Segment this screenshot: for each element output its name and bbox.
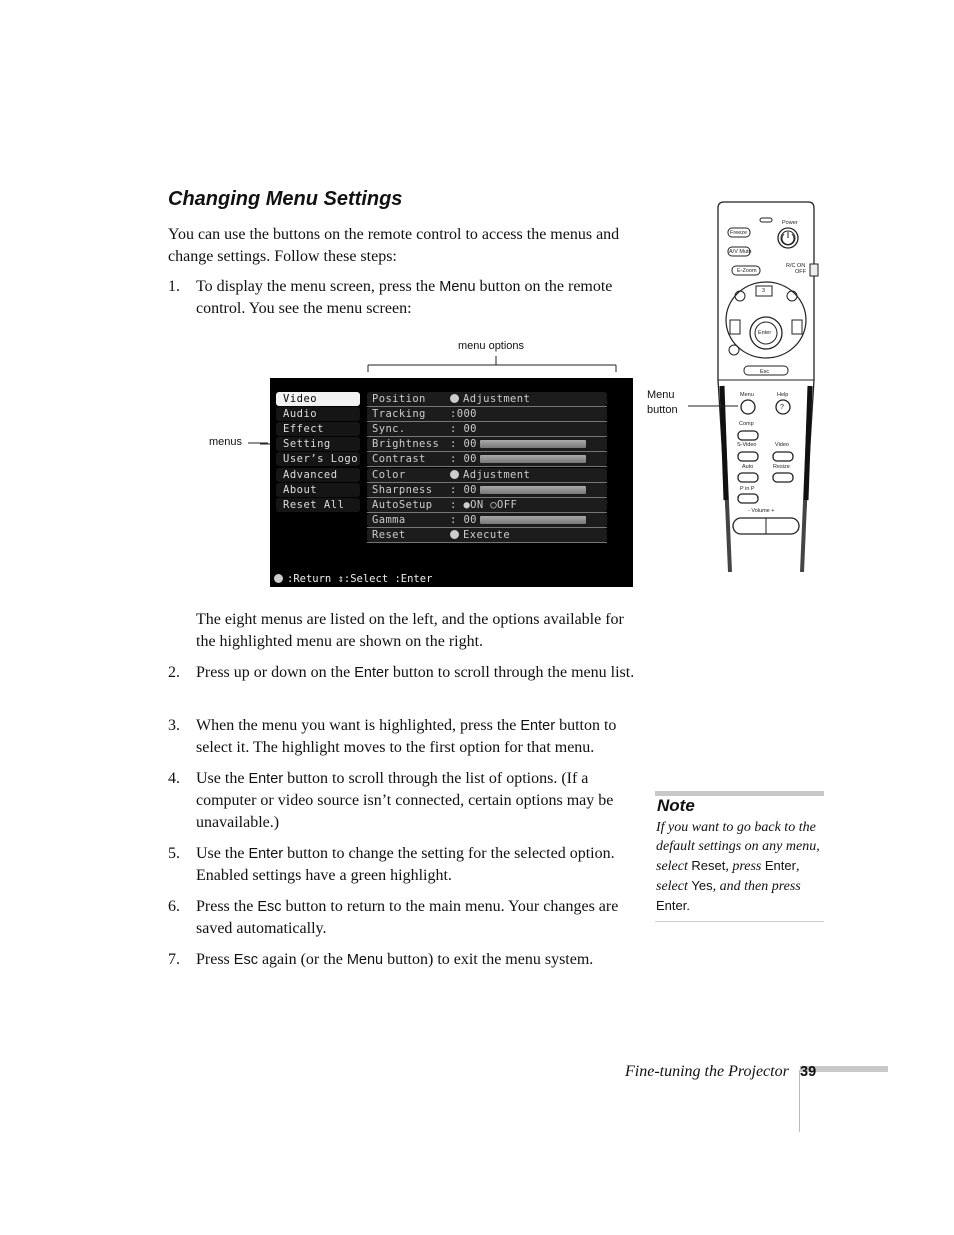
enter-icon xyxy=(450,470,459,479)
step-text: Use the xyxy=(196,770,249,787)
callout-line-2: button xyxy=(647,404,678,416)
note-text-part: , and then press xyxy=(712,879,801,894)
note-text-part: , select xyxy=(656,859,800,894)
step-text: Press up or down on the xyxy=(196,664,355,681)
option-row xyxy=(367,468,607,482)
slider-bar xyxy=(480,455,586,463)
step-text: Press the xyxy=(196,898,258,915)
button-name: Menu xyxy=(346,952,384,968)
step-text: Press xyxy=(196,951,234,968)
note-keyword: Enter xyxy=(656,898,687,913)
volume-label: - Volume + xyxy=(748,508,775,514)
note-text-part: If you want to go back to the default settings on any menu, select xyxy=(656,820,820,874)
option-value xyxy=(450,437,477,451)
step-number: 6. xyxy=(168,898,180,915)
option-label: Brightness xyxy=(372,438,440,451)
step-text: button on the remote control. You see the menu screen: xyxy=(196,278,613,317)
option-row xyxy=(367,483,607,497)
option-value-text: Adjustment xyxy=(463,393,531,405)
help-label: Help xyxy=(777,392,789,398)
step-text: When the menu you want is highlighted, press the xyxy=(196,717,521,734)
option-value xyxy=(450,452,477,466)
video-label: Video xyxy=(775,442,789,448)
button-name: Enter xyxy=(354,665,389,681)
step-text: again (or the xyxy=(257,951,347,968)
button-name: Esc xyxy=(233,952,258,968)
step-number: 7. xyxy=(168,951,180,968)
option-row xyxy=(367,437,607,451)
menu-screen-image xyxy=(270,378,633,587)
auto-label: Auto xyxy=(742,464,754,470)
option-value xyxy=(450,392,530,406)
option-value-text: Execute xyxy=(463,528,511,541)
option-value-text: :000 xyxy=(450,408,477,421)
menu-label: Menu xyxy=(740,392,754,398)
slider-bar xyxy=(480,486,586,494)
option-value-text: : 00 xyxy=(450,513,477,526)
menu-options-callout: menu options xyxy=(458,340,525,352)
e-zoom-label: E-Zoom xyxy=(737,268,757,274)
menu-description: The eight menus are listed on the left, and the options available for the highlighted menu are shown on the right. xyxy=(196,611,624,650)
enter-icon xyxy=(450,530,459,539)
step-text: button) to exit the menu system. xyxy=(383,951,594,968)
s-video-label: S-Video xyxy=(737,442,757,448)
option-value-text: : 00 xyxy=(450,483,477,496)
option-value xyxy=(450,407,477,421)
comp-label: Comp xyxy=(739,421,754,427)
option-row xyxy=(367,452,607,466)
esc-label: Esc xyxy=(760,369,770,375)
step-text: button to change the setting for the selected option. Enabled settings have a green highlight. xyxy=(196,845,615,884)
option-value xyxy=(450,422,477,436)
option-value-text: : 00 xyxy=(450,453,477,466)
status-text: :Return ⇕:Select :Enter xyxy=(287,573,433,585)
p-in-p-label: P in P xyxy=(740,486,755,492)
freeze-label: Freeze xyxy=(730,230,748,236)
option-label: Tracking xyxy=(372,408,426,421)
option-row xyxy=(367,407,607,421)
step-number: 1. xyxy=(168,278,180,295)
option-underline xyxy=(367,542,607,543)
help-question-icon: ? xyxy=(780,404,784,411)
option-value-text: Adjustment xyxy=(463,468,531,481)
option-label: Reset xyxy=(372,528,406,541)
step-text: button to scroll through the list of options. (If a computer or video source isn’t connected, certain options may be unavailable.) xyxy=(196,770,614,831)
menu-item: Audio xyxy=(276,407,360,421)
option-label: Sharpness xyxy=(372,483,433,496)
menu-item: Reset All xyxy=(276,498,360,512)
intro-paragraph: You can use the buttons on the remote control to access the menus and change settings. Follow these steps: xyxy=(168,226,620,265)
option-row xyxy=(367,528,607,542)
option-row xyxy=(367,422,607,436)
step-number: 4. xyxy=(168,770,180,787)
option-label: Contrast xyxy=(372,453,426,466)
menu-item: About xyxy=(276,483,360,497)
off-label: OFF xyxy=(795,269,806,275)
menus-callout: menus xyxy=(209,436,243,448)
remote-control-illustration xyxy=(700,200,820,572)
menu-item: User’s Logo xyxy=(276,452,360,466)
button-name: Menu xyxy=(439,279,476,295)
button-name: Esc xyxy=(257,899,282,915)
return-icon xyxy=(274,574,283,583)
button-name: Enter xyxy=(520,718,556,734)
step-number: 5. xyxy=(168,845,180,862)
note-text-part: , press xyxy=(725,859,765,874)
option-value xyxy=(450,483,477,497)
footer-divider xyxy=(799,1070,800,1132)
option-value-text: : 00 xyxy=(450,438,477,451)
menus-callout-line xyxy=(248,440,268,446)
button-name: Enter xyxy=(248,771,284,787)
option-label: Position xyxy=(372,393,426,405)
page-number: 39 xyxy=(800,1064,817,1080)
av-mute-label: A/V Mute xyxy=(729,249,752,255)
option-value xyxy=(450,513,477,527)
option-label: Sync. xyxy=(372,423,406,436)
menu-item: Effect xyxy=(276,422,360,436)
slider-bar xyxy=(480,516,586,524)
option-value-text: : ●ON ○OFF xyxy=(450,498,518,511)
menu-status-bar xyxy=(270,572,633,587)
three-label: 3 xyxy=(762,288,766,294)
menu-item: Video xyxy=(276,392,360,406)
step-text: button to return to the main menu. Your changes are saved automatically. xyxy=(196,898,619,937)
enter-label: Enter xyxy=(758,330,772,336)
option-row xyxy=(367,392,607,406)
option-row xyxy=(367,513,607,527)
menu-button-callout-line xyxy=(688,404,738,408)
button-name: Enter xyxy=(248,846,284,862)
enter-icon xyxy=(450,394,459,403)
option-label: AutoSetup xyxy=(372,498,433,511)
note-text xyxy=(656,818,826,916)
option-value xyxy=(450,528,510,542)
note-divider-bottom xyxy=(655,921,824,922)
step-number: 2. xyxy=(168,664,180,681)
power-label: Power xyxy=(782,220,798,226)
option-label: Color xyxy=(372,468,406,481)
note-keyword: Yes xyxy=(691,878,713,893)
note-title: Note xyxy=(657,796,695,815)
option-value xyxy=(450,498,517,512)
remote-body-icon xyxy=(700,200,820,572)
step-text: button to select it. The highlight moves to the first option for that menu. xyxy=(196,717,617,756)
note-keyword: Enter xyxy=(764,858,796,873)
slider-bar xyxy=(480,440,586,448)
option-value xyxy=(450,468,530,482)
chapter-title: Fine-tuning the Projector xyxy=(625,1063,789,1080)
option-row xyxy=(367,498,607,512)
callout-line-1: Menu xyxy=(647,389,675,401)
step-text: button to scroll through the menu list. xyxy=(388,664,635,681)
option-label: Gamma xyxy=(372,513,406,526)
menu-item: Advanced xyxy=(276,468,360,482)
step-text: Use the xyxy=(196,845,249,862)
step-number: 3. xyxy=(168,717,180,734)
menu-button-callout xyxy=(647,388,678,418)
menu-item: Setting xyxy=(276,437,360,451)
option-value-text: : 00 xyxy=(450,423,477,436)
note-text-part: . xyxy=(686,898,690,913)
step-text: To display the menu screen, press the xyxy=(196,278,440,295)
rc-on-label: R/C ON xyxy=(786,263,806,269)
note-keyword: Reset xyxy=(691,858,726,873)
resize-label: Resize xyxy=(773,464,790,470)
section-title: Changing Menu Settings xyxy=(168,188,403,210)
